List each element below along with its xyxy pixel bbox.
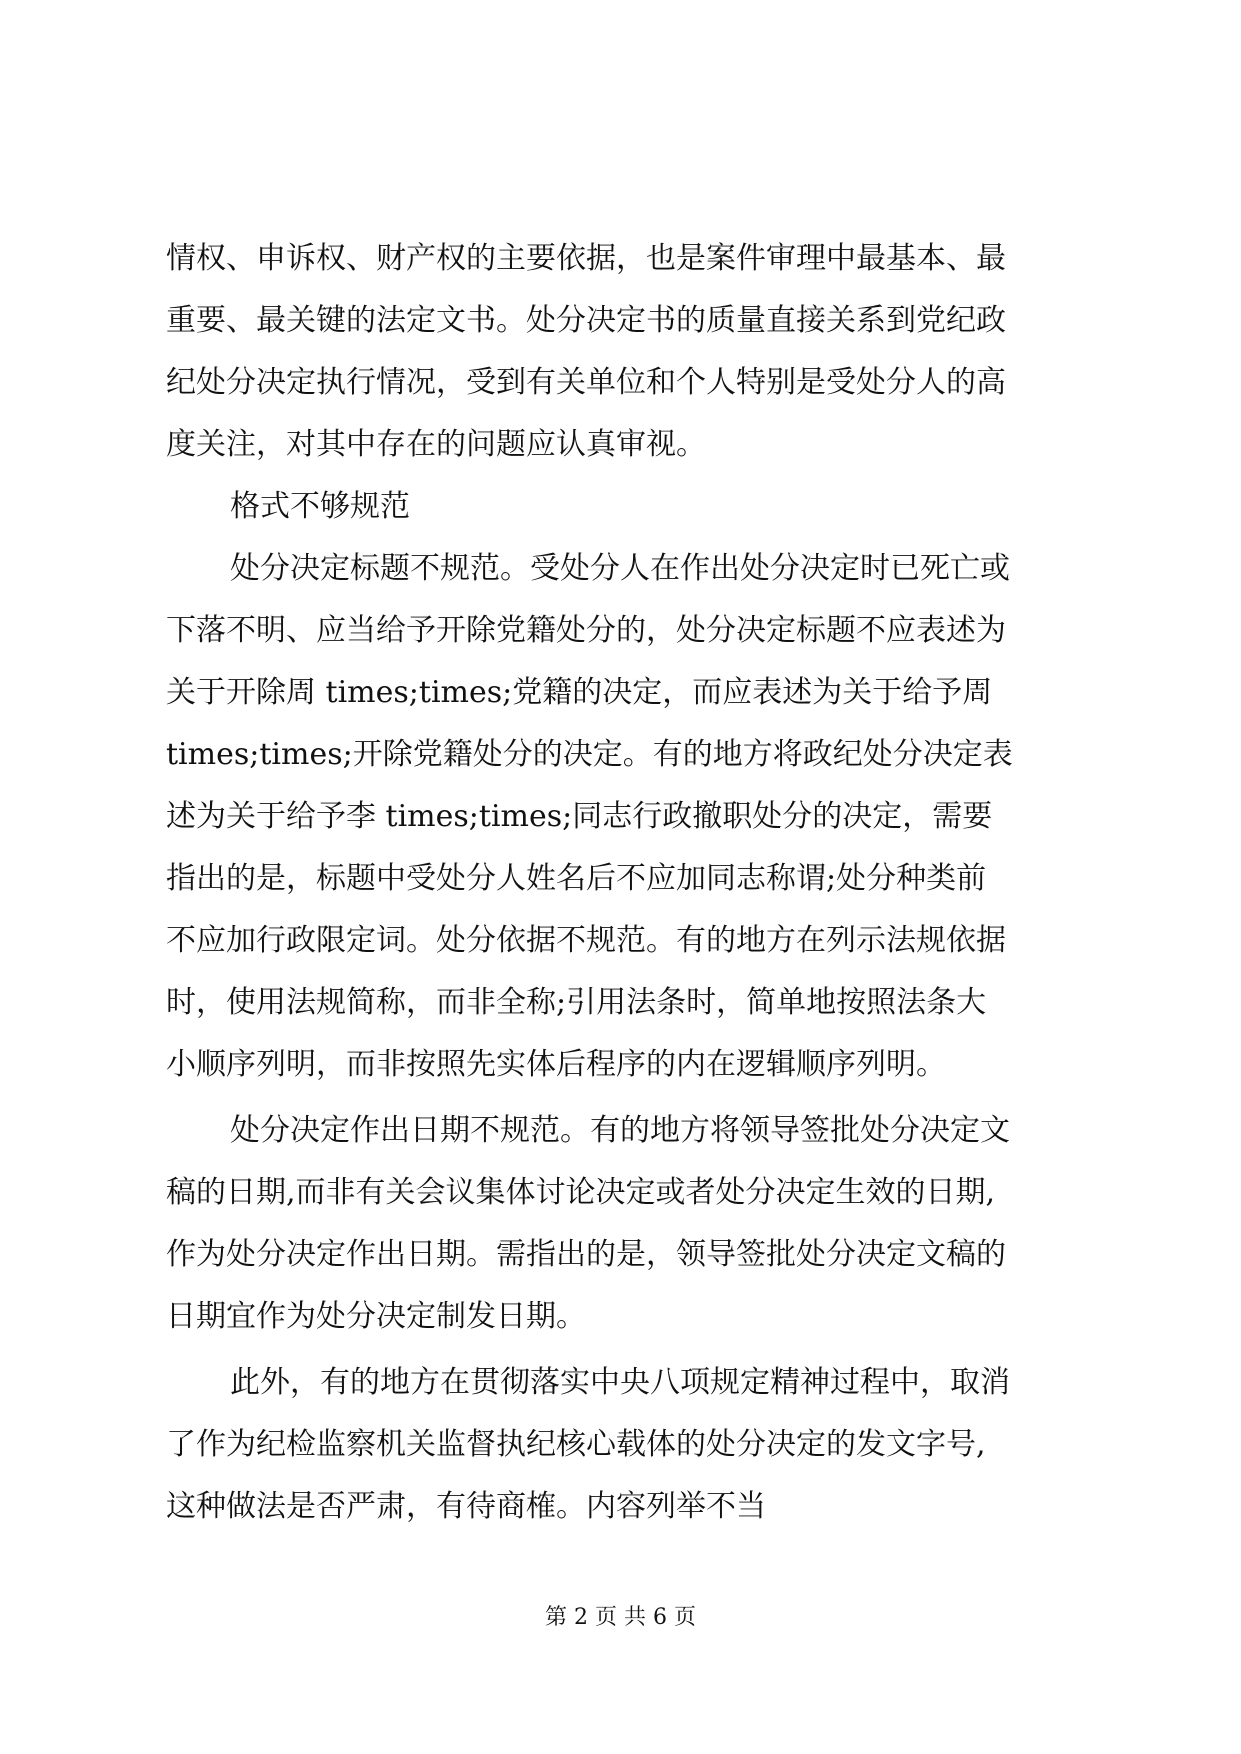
paragraph-line: 纪处分决定执行情况，受到有关单位和个人特别是受处分人的高 <box>166 365 1006 400</box>
paragraph-line: 述为关于给予李 times;times;同志行政撤职处分的决定，需要 <box>166 799 993 834</box>
paragraph-line: 下落不明、应当给予开除党籍处分的，处分决定标题不应表述为 <box>166 613 1006 648</box>
paragraph-line: 稿的日期,而非有关会议集体讨论决定或者处分决定生效的日期, <box>166 1175 996 1210</box>
paragraph-line: 重要、最关键的法定文书。处分决定书的质量直接关系到党纪政 <box>166 303 1006 338</box>
paragraph-line: times;times;开除党籍处分的决定。有的地方将政纪处分决定表 <box>166 737 1013 772</box>
paragraph-line: 了作为纪检监察机关监督执纪核心载体的处分决定的发文字号, <box>166 1427 986 1462</box>
paragraph-line: 日期宜作为处分决定制发日期。 <box>166 1299 586 1334</box>
paragraph-line: 时，使用法规简称，而非全称;引用法条时，简单地按照法条大 <box>166 985 987 1020</box>
paragraph-line: 度关注，对其中存在的问题应认真审视。 <box>166 427 706 462</box>
page-number-footer: 第 2 页 共 6 页 <box>545 1605 696 1630</box>
paragraph-line: 作为处分决定作出日期。需指出的是，领导签批处分决定文稿的 <box>166 1237 1006 1272</box>
paragraph-line: 处分决定作出日期不规范。有的地方将领导签批处分决定文 <box>230 1113 1010 1148</box>
document-body <box>166 228 1076 1538</box>
paragraph-line: 处分决定标题不规范。受处分人在作出处分决定时已死亡或 <box>230 551 1010 586</box>
paragraph-line: 此外，有的地方在贯彻落实中央八项规定精神过程中，取消 <box>230 1365 1010 1400</box>
paragraph-line: 指出的是，标题中受处分人姓名后不应加同志称谓;处分种类前 <box>166 861 987 896</box>
section-heading: 格式不够规范 <box>230 489 410 524</box>
paragraph-line: 关于开除周 times;times;党籍的决定，而应表述为关于给予周 <box>166 675 993 710</box>
paragraph-line: 这种做法是否严肃，有待商榷。内容列举不当 <box>166 1489 766 1524</box>
paragraph-line: 情权、申诉权、财产权的主要依据，也是案件审理中最基本、最 <box>166 241 1006 276</box>
paragraph-line: 小顺序列明，而非按照先实体后程序的内在逻辑顺序列明。 <box>166 1047 946 1082</box>
paragraph-line: 不应加行政限定词。处分依据不规范。有的地方在列示法规依据 <box>166 923 1006 958</box>
